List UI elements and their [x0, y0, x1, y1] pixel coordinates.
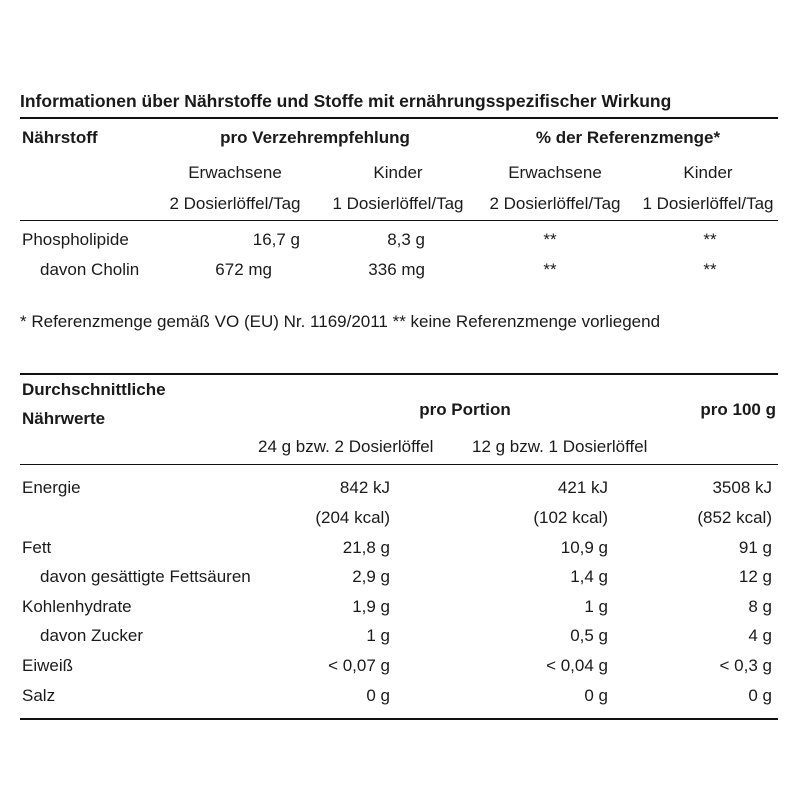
table2-row-p12: 10,9 g [560, 538, 608, 557]
table2-row-name: Kohlenhydrate [22, 597, 132, 616]
table2-row-name: davon gesättigte Fettsäuren [40, 567, 251, 586]
table2-row-p24: 21,8 g [342, 538, 390, 557]
table2-row-name: Eiweiß [22, 656, 74, 675]
table1-row-ref-adult: ** [543, 230, 557, 249]
table2-row-name: Energie [22, 478, 81, 497]
table2-row-p100: 4 g [748, 626, 772, 645]
table2-row-p12: 1,4 g [570, 567, 608, 586]
table1-subheader-child: Kinder [373, 163, 423, 182]
table2-header-line2: Nährwerte [22, 409, 106, 428]
table1-row-ref-adult: ** [543, 260, 557, 279]
table2-row-p24: 1 g [366, 626, 390, 645]
table1-subheader-child-dose: 1 Dosierlöffel/Tag [332, 194, 464, 213]
table2-row-name: davon Zucker [40, 626, 143, 645]
table1-row-adult: 16,7 g [252, 230, 300, 249]
table2-header-line1: Durchschnittliche [22, 380, 166, 399]
table1-header-rule [20, 220, 778, 221]
table2-portion-size-12g: 12 g bzw. 1 Dosierlöffel [472, 437, 648, 456]
table2-portion-size-24g: 24 g bzw. 2 Dosierlöffel [258, 437, 434, 456]
table2-row-p100: < 0,3 g [719, 656, 772, 675]
table2-row-p24: 0 g [366, 686, 390, 705]
table2-row-p12: 0 g [584, 686, 608, 705]
table2-col-per-100g: pro 100 g [700, 400, 776, 419]
table2-header-rule [20, 464, 778, 465]
table1-top-rule [20, 117, 778, 119]
table2-group-per-portion: pro Portion [419, 400, 511, 419]
table2-row-p12: < 0,04 g [546, 656, 608, 675]
table1-subheader-adult: Erwachsene [188, 163, 282, 182]
table1-row-ref-child: ** [703, 230, 717, 249]
table1-row-name: davon Cholin [40, 260, 140, 279]
table2-row-p24: 1,9 g [352, 597, 390, 616]
table1-subheader-ref-adult: Erwachsene [508, 163, 602, 182]
table2-row-p100: 8 g [748, 597, 772, 616]
table1-row-child: 336 mg [368, 260, 425, 279]
table2-row-name: Salz [22, 686, 56, 705]
table2-row-p100: 3508 kJ [712, 478, 772, 497]
table2-row-p24: < 0,07 g [328, 656, 390, 675]
table2-row-p24: (204 kcal) [315, 508, 390, 527]
table1-row-child: 8,3 g [387, 230, 425, 249]
table2-bottom-rule [20, 718, 778, 720]
table1-row-adult: 672 mg [215, 260, 272, 279]
table2-row-p12: (102 kcal) [533, 508, 608, 527]
table1-row-ref-child: ** [703, 260, 717, 279]
table1-group-per-recommendation: pro Verzehrempfehlung [220, 128, 410, 147]
table2-row-p12: 1 g [584, 597, 608, 616]
table2-row-p100: 0 g [748, 686, 772, 705]
table2-row-p12: 0,5 g [570, 626, 608, 645]
table2-row-p100: (852 kcal) [697, 508, 772, 527]
table2-row-p100: 12 g [738, 567, 772, 586]
table1-col-nutrient: Nährstoff [22, 128, 98, 147]
table2-top-rule [20, 373, 778, 375]
table2-row-p24: 842 kJ [339, 478, 390, 497]
table1-subheader-ref-child-dose: 1 Dosierlöffel/Tag [642, 194, 774, 213]
footnote: * Referenzmenge gemäß VO (EU) Nr. 1169/2011 ** keine Referenzmenge vorliegend [20, 312, 661, 331]
table1-subheader-ref-child: Kinder [683, 163, 733, 182]
table2-row-name: Fett [22, 538, 52, 557]
table2-row-p12: 421 kJ [557, 478, 608, 497]
table1-group-reference-percent: % der Referenzmenge* [535, 128, 721, 147]
table2-row-p24: 2,9 g [352, 567, 390, 586]
table2-row-p100: 91 g [738, 538, 772, 557]
table1-subheader-adult-dose: 2 Dosierlöffel/Tag [169, 194, 301, 213]
table1-row-name: Phospholipide [22, 230, 129, 249]
table1-subheader-ref-adult-dose: 2 Dosierlöffel/Tag [489, 194, 621, 213]
table1-title: Informationen über Nährstoffe und Stoffe mit ernährungsspezifischer Wirkung [20, 91, 672, 111]
